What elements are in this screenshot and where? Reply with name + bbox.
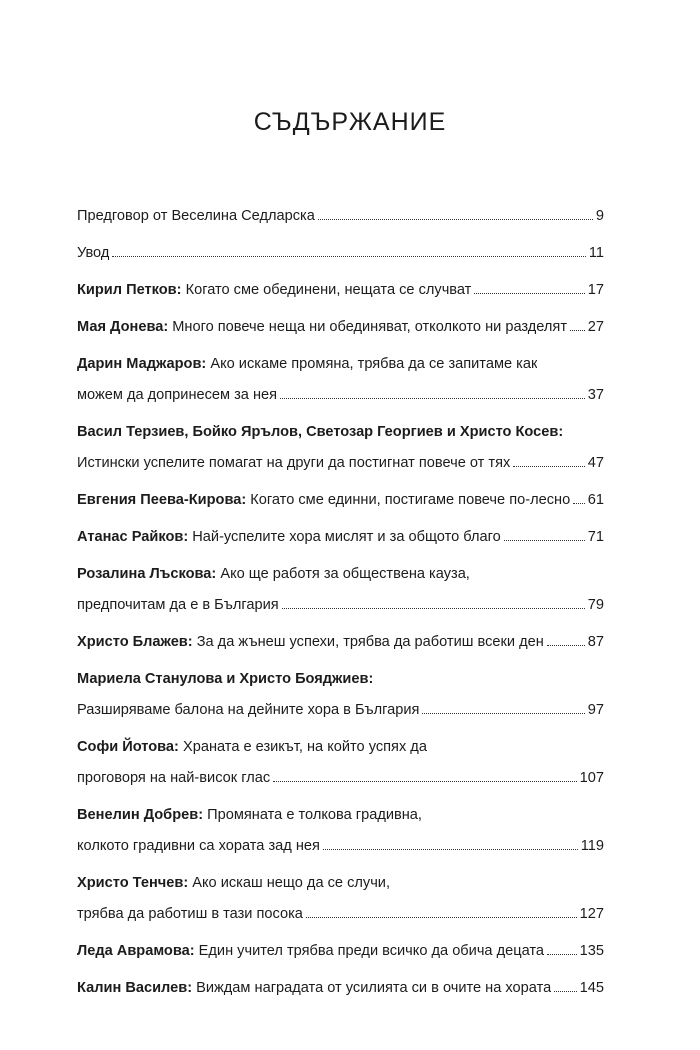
- toc-author: Дарин Маджаров:: [77, 356, 207, 372]
- toc-entry[interactable]: [77, 316, 604, 339]
- page-number: 37: [587, 387, 604, 403]
- toc-entry-text: [77, 903, 303, 926]
- table-of-contents: [77, 205, 604, 1014]
- toc-title: Ако искаш нещо да се случи,: [188, 875, 391, 891]
- dot-leader: [306, 917, 577, 918]
- toc-entry[interactable]: [77, 205, 604, 228]
- toc-author: Васил Терзиев, Бойко Ярълов, Светозар Георгиев и Христо Косев:: [77, 424, 564, 440]
- toc-line: [77, 804, 604, 827]
- dot-leader: [318, 219, 593, 220]
- toc-title: предпочитам да е в България: [77, 597, 279, 613]
- toc-title: Истински успелите помагат на други да постигнат повече от тях: [77, 455, 511, 471]
- toc-line: [77, 316, 604, 339]
- toc-line: [77, 563, 604, 586]
- toc-line: [77, 940, 604, 963]
- toc-entry-text: [77, 668, 373, 691]
- toc-line: [77, 977, 604, 1000]
- dot-leader: [513, 466, 584, 467]
- toc-author: Мариела Станулова и Христо Бояджиев:: [77, 671, 374, 687]
- dot-leader: [422, 713, 584, 714]
- dot-leader: [554, 991, 576, 992]
- toc-line: [77, 903, 604, 926]
- page-number: 17: [587, 282, 604, 298]
- toc-entry-text: [77, 526, 501, 549]
- toc-entry-text: [77, 242, 109, 265]
- toc-line: [77, 452, 604, 475]
- page-number: 135: [579, 943, 604, 959]
- toc-entry-text: [77, 421, 563, 444]
- toc-title: Много повече неща ни обединяват, отколкото ни разделят: [168, 319, 568, 335]
- toc-author: Атанас Райков:: [77, 529, 189, 545]
- toc-line: [77, 279, 604, 302]
- toc-entry[interactable]: [77, 489, 604, 512]
- dot-leader: [474, 293, 584, 294]
- toc-title: Ако ще работя за обществена кауза,: [216, 566, 470, 582]
- toc-line: [77, 872, 604, 895]
- toc-title: Виждам наградата от усилията си в очите на хората: [192, 980, 552, 996]
- dot-leader: [112, 256, 585, 257]
- toc-title: Когато сме обединени, нещата се случват: [181, 282, 472, 298]
- toc-author: Мая Донева:: [77, 319, 169, 335]
- dot-leader: [570, 330, 585, 331]
- toc-line: [77, 421, 604, 444]
- toc-entry[interactable]: [77, 668, 604, 722]
- page-number: 107: [579, 770, 604, 786]
- toc-entry[interactable]: [77, 736, 604, 790]
- page-number: 79: [587, 597, 604, 613]
- toc-entry[interactable]: [77, 563, 604, 617]
- toc-entry[interactable]: [77, 421, 604, 475]
- toc-line: [77, 205, 604, 228]
- toc-author: Евгения Пеева-Кирова:: [77, 492, 247, 508]
- toc-author: Калин Василев:: [77, 980, 193, 996]
- toc-entry[interactable]: [77, 526, 604, 549]
- dot-leader: [573, 503, 585, 504]
- toc-line: [77, 767, 604, 790]
- toc-line: [77, 736, 604, 759]
- toc-title: Предговор от Веселина Седларска: [77, 208, 315, 224]
- toc-entry-text: [77, 594, 279, 617]
- toc-title: Храната е езикът, на който успях да: [178, 739, 427, 755]
- dot-leader: [280, 398, 585, 399]
- toc-title: Промяната е толкова градивна,: [203, 807, 422, 823]
- toc-author: Леда Аврамова:: [77, 943, 195, 959]
- page-number: 127: [579, 906, 604, 922]
- toc-entry-text: [77, 279, 471, 302]
- toc-line: [77, 594, 604, 617]
- page-number: 9: [595, 208, 604, 224]
- toc-entry-text: [77, 804, 422, 827]
- toc-entry[interactable]: [77, 242, 604, 265]
- toc-line: [77, 353, 604, 376]
- toc-line: [77, 835, 604, 858]
- toc-entry-text: [77, 940, 544, 963]
- toc-title: За да жънеш успехи, трябва да работиш всеки ден: [192, 634, 544, 650]
- toc-entry-text: [77, 736, 427, 759]
- toc-line: [77, 526, 604, 549]
- dot-leader: [273, 781, 577, 782]
- toc-entry-text: [77, 631, 544, 654]
- page-number: 145: [579, 980, 604, 996]
- toc-entry-text: [77, 353, 537, 376]
- dot-leader: [547, 954, 577, 955]
- toc-entry-text: [77, 384, 277, 407]
- toc-entry-text: [77, 316, 567, 339]
- page-number: 47: [587, 455, 604, 471]
- dot-leader: [547, 645, 585, 646]
- toc-entry[interactable]: [77, 940, 604, 963]
- page-number: 71: [587, 529, 604, 545]
- toc-title: колкото градивни са хората зад нея: [77, 838, 320, 854]
- toc-entry-text: [77, 699, 419, 722]
- toc-entry[interactable]: [77, 804, 604, 858]
- toc-entry-text: [77, 563, 470, 586]
- toc-entry-text: [77, 767, 270, 790]
- toc-title: Ако искаме промяна, трябва да се запитаме как: [206, 356, 538, 372]
- toc-entry-text: [77, 977, 551, 1000]
- dot-leader: [282, 608, 585, 609]
- toc-line: [77, 631, 604, 654]
- dot-leader: [504, 540, 585, 541]
- page-number: 97: [587, 702, 604, 718]
- page-number: 87: [587, 634, 604, 650]
- toc-author: Венелин Добрев:: [77, 807, 204, 823]
- toc-line: [77, 384, 604, 407]
- dot-leader: [323, 849, 578, 850]
- toc-entry[interactable]: [77, 872, 604, 926]
- toc-author: Софи Йотова:: [77, 739, 179, 755]
- toc-title: можем да допринесем за нея: [77, 387, 278, 403]
- toc-entry-text: [77, 489, 570, 512]
- toc-author: Кирил Петков:: [77, 282, 182, 298]
- toc-entry[interactable]: [77, 353, 604, 407]
- toc-title: проговоря на най-висок глас: [77, 770, 271, 786]
- toc-entry[interactable]: [77, 279, 604, 302]
- page-number: 61: [587, 492, 604, 508]
- toc-title: Разширяваме балона на дейните хора в България: [77, 702, 420, 718]
- toc-author: Христо Блажев:: [77, 634, 193, 650]
- toc-line: [77, 668, 604, 691]
- toc-entry[interactable]: [77, 977, 604, 1000]
- page-number: 119: [580, 838, 604, 854]
- toc-line: [77, 699, 604, 722]
- page-number: 11: [588, 245, 604, 261]
- toc-entry-text: [77, 872, 390, 895]
- toc-author: Розалина Лъскова:: [77, 566, 217, 582]
- toc-entry[interactable]: [77, 631, 604, 654]
- toc-title: Увод: [77, 245, 110, 261]
- toc-title: Един учител трябва преди всичко да обича децата: [194, 943, 545, 959]
- toc-entry-text: [77, 452, 510, 475]
- toc-entry-text: [77, 835, 320, 858]
- toc-title: трябва да работиш в тази посока: [77, 906, 303, 922]
- toc-entry-text: [77, 205, 315, 228]
- toc-title: Най-успелите хора мислят и за общото благо: [188, 529, 501, 545]
- toc-line: [77, 489, 604, 512]
- page-title: СЪДЪРЖАНИЕ: [253, 108, 447, 136]
- toc-line: [77, 242, 604, 265]
- toc-author: Христо Тенчев:: [77, 875, 189, 891]
- page-number: 27: [587, 319, 604, 335]
- toc-title: Когато сме единни, постигаме повече по-лесно: [246, 492, 571, 508]
